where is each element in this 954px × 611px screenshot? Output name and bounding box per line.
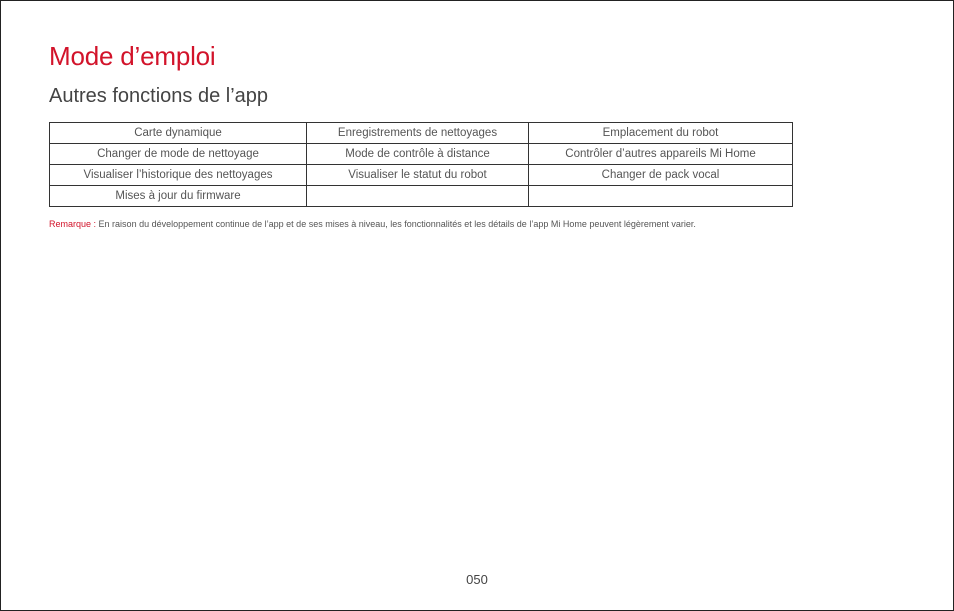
table-row — [50, 186, 793, 207]
table-row — [50, 123, 793, 144]
table-cell: Contrôler d’autres appareils Mi Home — [529, 144, 793, 165]
table-row — [50, 165, 793, 186]
page-title: Mode d’emploi — [49, 41, 216, 71]
table-cell: Emplacement du robot — [529, 123, 793, 144]
table-cell: Mises à jour du firmware — [50, 186, 307, 207]
note — [49, 219, 696, 229]
section-subtitle: Autres fonctions de l’app — [49, 85, 269, 107]
table-cell: Visualiser le statut du robot — [307, 165, 529, 186]
table-cell: Changer de pack vocal — [529, 165, 793, 186]
table-cell: Carte dynamique — [50, 123, 307, 144]
note-text: En raison du développement continue de l’app et de ses mises à niveau, les fonctionnalités et les détails de l’app Mi Home peuvent légèrement varier. — [98, 219, 696, 229]
table-cell: Mode de contrôle à distance — [307, 144, 529, 165]
table-cell: Visualiser l’historique des nettoyages — [50, 165, 307, 186]
page-number: 050 — [466, 572, 488, 587]
note-label: Remarque : — [49, 219, 97, 229]
features-table — [49, 122, 793, 207]
table-cell — [529, 186, 793, 207]
table-cell: Changer de mode de nettoyage — [50, 144, 307, 165]
table-row — [50, 144, 793, 165]
table-cell: Enregistrements de nettoyages — [307, 123, 529, 144]
table-cell — [307, 186, 529, 207]
